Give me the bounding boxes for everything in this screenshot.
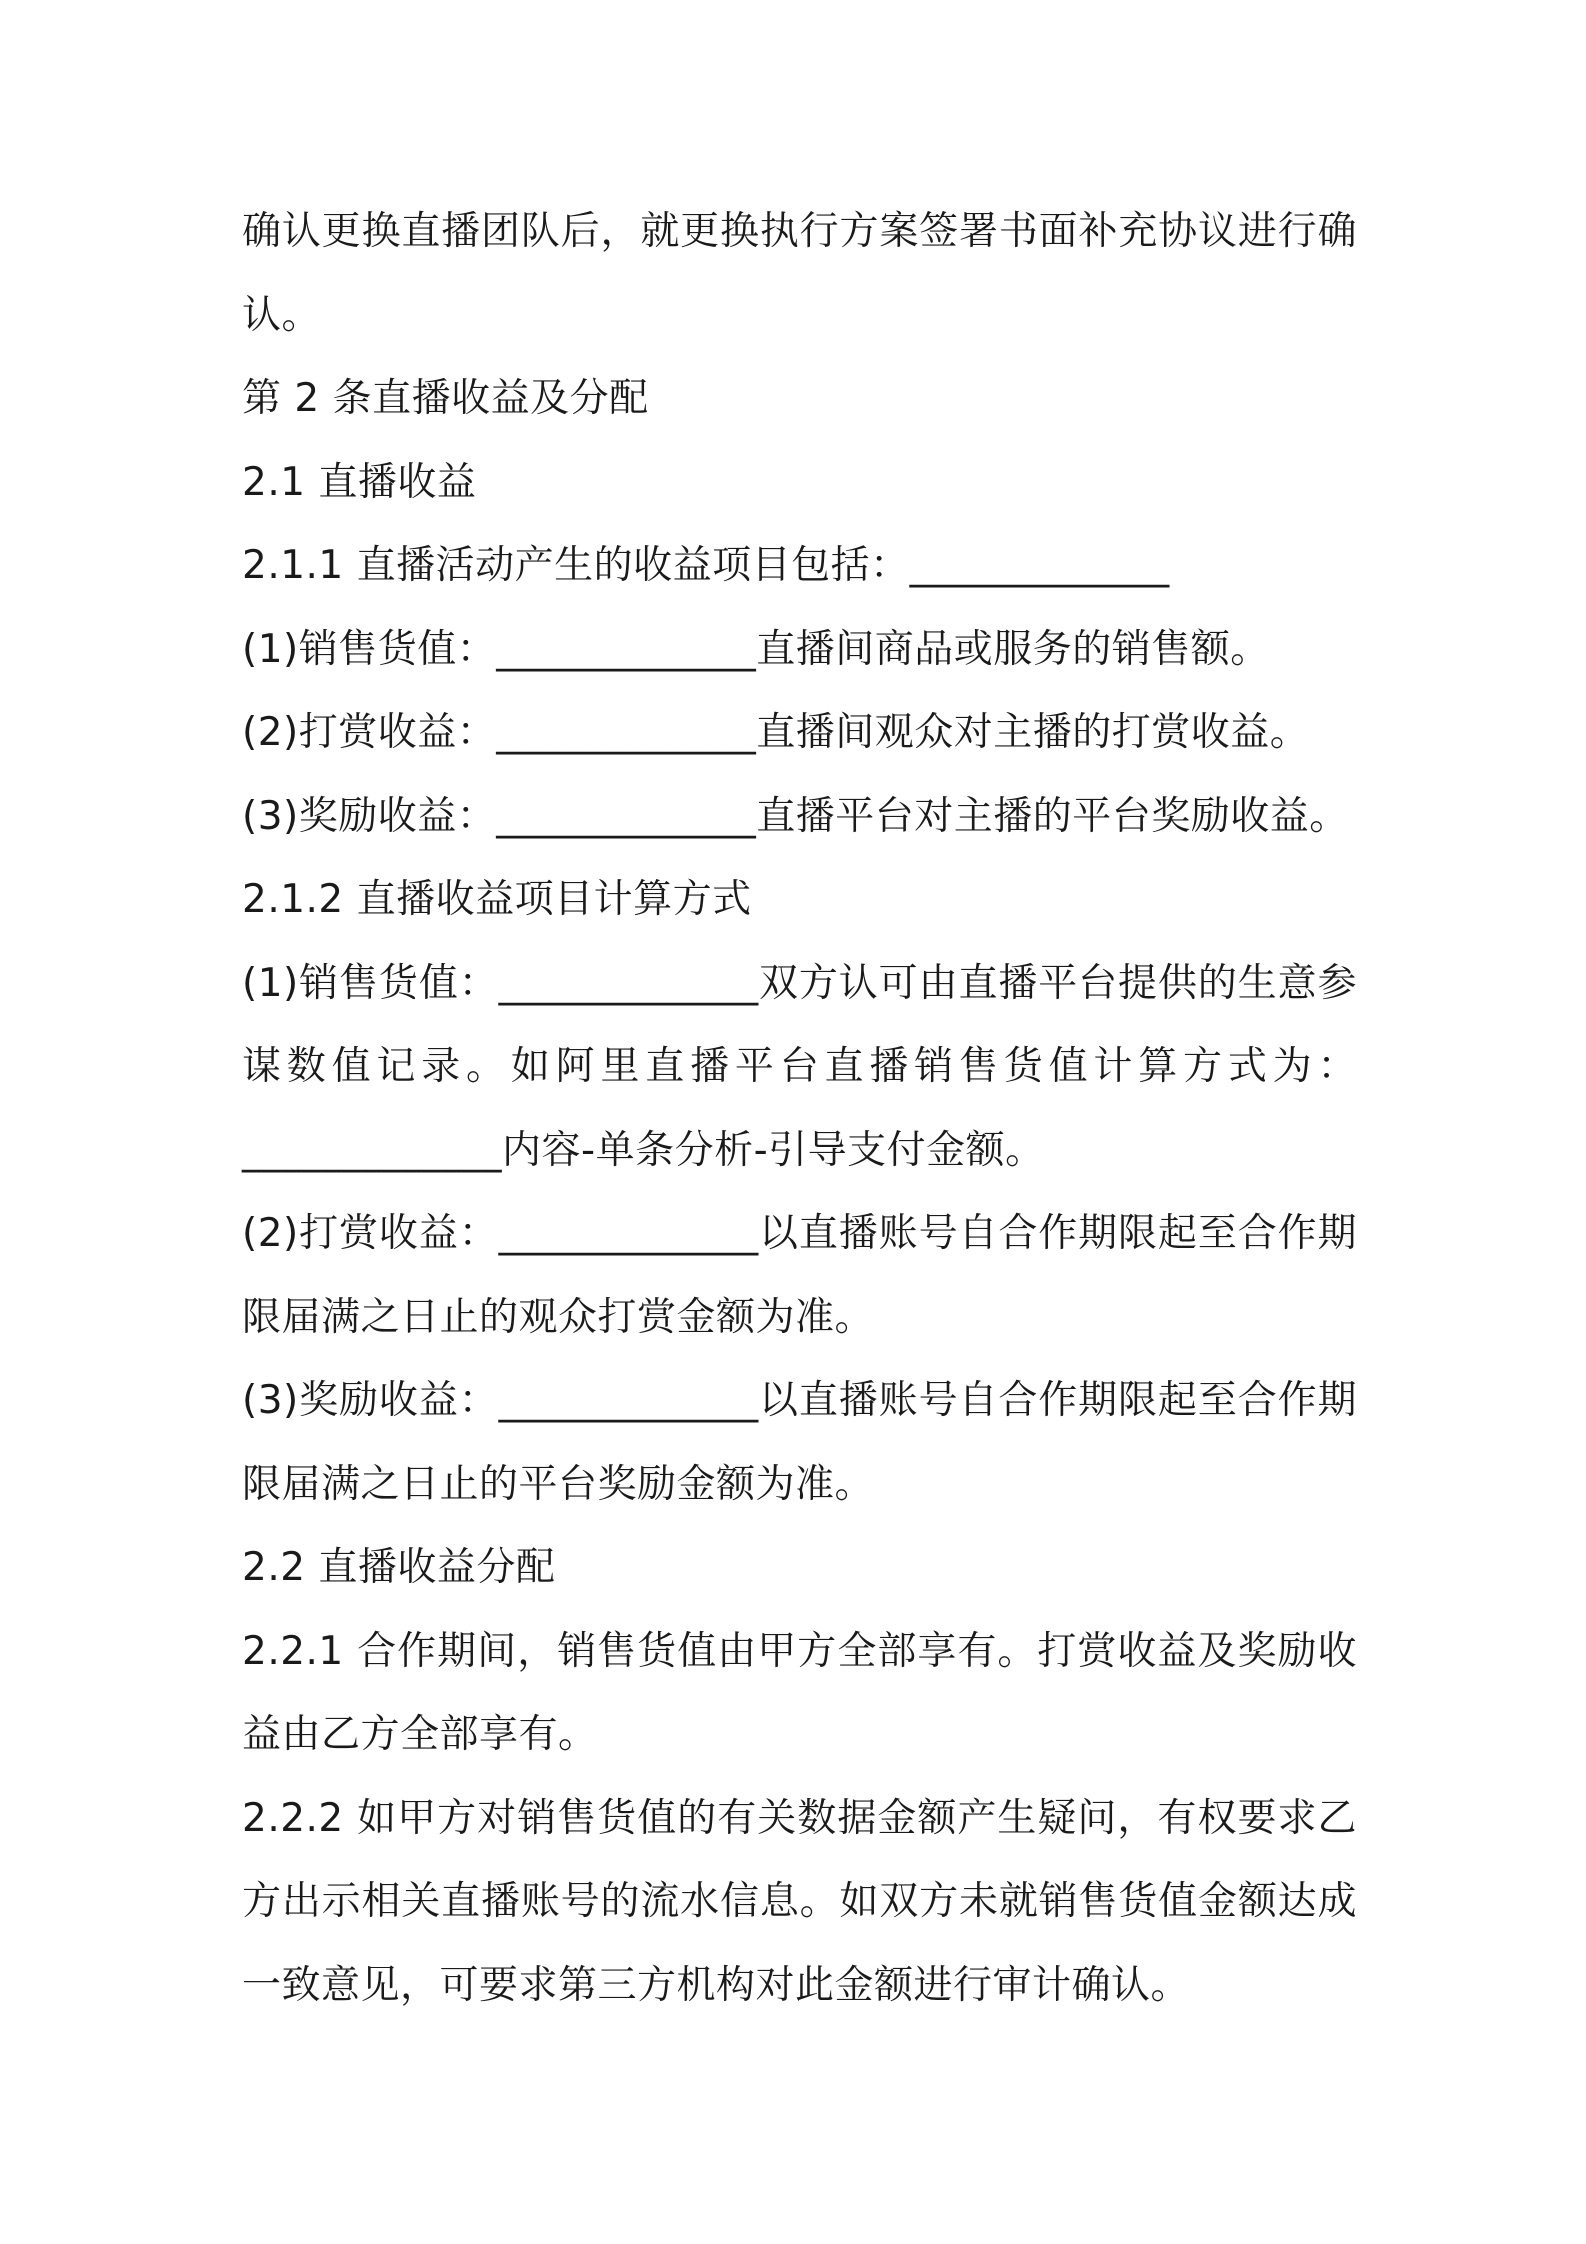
text-line: 确认更换直播团队后，就更换执行方案签署书面补充协议进行确 [242,209,1357,254]
text-line: 认。 [242,292,322,338]
text-line: 限届满之日止的平台奖励金额为准。 [242,1461,875,1507]
clause-item: (1)销售货值：_____________直播间商品或服务的销售额。 [242,626,1270,672]
clause-item: (2)打赏收益：_____________直播间观众对主播的打赏收益。 [242,710,1310,755]
text-line: _____________内容-单条分析-引导支付金额。 [242,1127,1045,1173]
text-line: 一致意见，可要求第三方机构对此金额进行审计确认。 [242,1962,1191,2008]
text-line: 方出示相关直播账号的流水信息。如双方未就销售货值金额达成 [242,1879,1357,1924]
text-line: 谋数值记录。如阿里直播平台直播销售货值计算方式为： [242,1044,1357,1089]
document-body [242,190,1357,2027]
text-line: 益由乙方全部享有。 [242,1712,598,1757]
clause-text: 2.1.1 直播活动产生的收益项目包括：_____________ [242,543,1170,588]
clause-item: (3)奖励收益：_____________以直播账号自合作期限起至合作期 [242,1378,1357,1423]
clause-text: 2.2.1 合作期间，销售货值由甲方全部享有。打赏收益及奖励收 [242,1628,1357,1674]
subsection-heading: 2.2 直播收益分配 [242,1545,556,1590]
clause-heading: 2.1.2 直播收益项目计算方式 [242,877,752,922]
section-heading: 第 2 条直播收益及分配 [242,376,649,421]
text-line: 限届满之日止的观众打赏金额为准。 [242,1294,875,1340]
clause-text: 2.2.2 如甲方对销售货值的有关数据金额产生疑问，有权要求乙 [242,1795,1357,1841]
clause-item: (1)销售货值：_____________双方认可由直播平台提供的生意参 [242,960,1357,1006]
clause-item: (3)奖励收益：_____________直播平台对主播的平台奖励收益。 [242,793,1349,839]
subsection-heading: 2.1 直播收益 [242,459,477,505]
clause-item: (2)打赏收益：_____________以直播账号自合作期限起至合作期 [242,1211,1357,1256]
